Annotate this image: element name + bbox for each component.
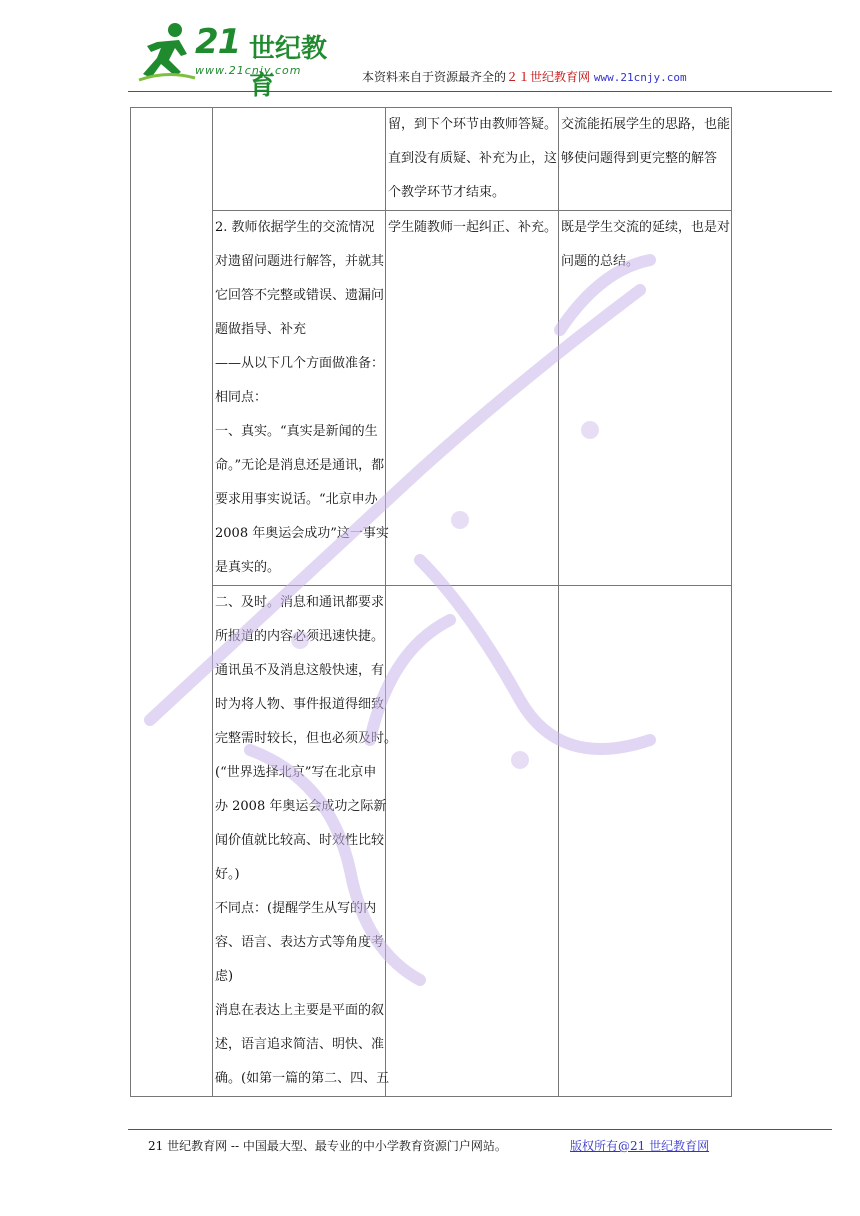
header-source-line <box>362 68 687 85</box>
footer-copyright-link[interactable]: 版权所有@21 世纪教育网 <box>570 1139 710 1153</box>
cell-text-line: 2008 年奥运会成功”这一事实 <box>215 526 389 541</box>
cell-text-line: 够使问题得到更完整的解答 <box>561 151 718 166</box>
table-cell-student-activity <box>386 108 559 211</box>
cell-text-line: 虑) <box>215 969 234 984</box>
cell-text-line: 题做指导、补充 <box>215 322 307 337</box>
table-row <box>131 108 732 211</box>
header-site-link[interactable]: ２１世纪教育网 <box>506 70 591 84</box>
site-logo[interactable] <box>137 20 337 101</box>
cell-text-line: 容、语言、表达方式等角度考 <box>215 935 385 950</box>
table-cell-teacher-activity <box>213 211 389 586</box>
table-cell-empty <box>386 586 559 1097</box>
table-cell-student-activity <box>386 211 559 586</box>
lesson-table <box>130 107 732 1097</box>
cell-text-line: (“世界选择北京”写在北京申 <box>215 765 377 780</box>
cell-text-line: 消息在表达上主要是平面的叙 <box>215 1003 385 1018</box>
cell-text-line: 时为将人物、事件报道得细致 <box>215 697 385 712</box>
cell-text-line: 交流能拓展学生的思路，也能 <box>561 117 731 132</box>
header-url-link[interactable]: www.21cnjy.com <box>593 71 687 84</box>
cell-text-line: 命。”无论是消息还是通讯，都 <box>215 458 385 473</box>
cell-text-line: 确。(如第一篇的第二、四、五 <box>215 1071 390 1086</box>
cell-text-line: 所报道的内容必须迅速快捷。 <box>215 629 385 644</box>
cell-text-line: 闻价值就比较高、时效性比较 <box>215 833 385 848</box>
cell-text-line: 要求用事实说话。“北京申办 <box>215 492 378 507</box>
cell-text-line: 2. 教师依据学生的交流情况 <box>215 220 375 235</box>
running-figure-icon <box>137 20 197 86</box>
cell-text-line: ——从以下几个方面做准备： <box>215 356 385 371</box>
cell-text-line: 留，到下个环节由教师答疑。 <box>388 117 558 132</box>
cell-text-line: 通讯虽不及消息这般快速，有 <box>215 663 385 678</box>
cell-text-line: 好。) <box>215 867 240 882</box>
cell-text-line: 直到没有质疑、补充为止，这 <box>388 151 558 166</box>
table-cell-intent <box>559 108 732 211</box>
table-row <box>131 211 732 586</box>
header-divider <box>128 91 832 92</box>
cell-text-line: 办 2008 年奥运会成功之际新 <box>215 799 387 814</box>
cell-text-line: 个教学环节才结束。 <box>388 185 506 200</box>
cell-text-line: 相同点： <box>215 390 268 405</box>
logo-21-text: 21 <box>195 22 241 62</box>
table-cell-intent <box>559 211 732 586</box>
cell-text-line: 它回答不完整或错误、遗漏问 <box>215 288 385 303</box>
footer-tagline: 21 世纪教育网 -- 中国最大型、最专业的中小学教育资源门户网站。 <box>148 1139 507 1153</box>
cell-text-line: 学生随教师一起纠正、补充。 <box>388 220 558 235</box>
cell-text-line: 是真实的。 <box>215 560 281 575</box>
cell-text-line: 问题的总结。 <box>561 254 640 269</box>
logo-url-text: www.21cnjy.com <box>195 64 302 77</box>
header-prefix: 本资料来自于资源最齐全的 <box>362 70 507 84</box>
cell-text-line: 一、真实。“真实是新闻的生 <box>215 424 378 439</box>
table-row <box>131 586 732 1097</box>
logo-title-text: 世纪教育 <box>249 34 328 101</box>
footer-divider <box>128 1129 832 1130</box>
cell-text-line: 完整需时较长，但也必须及时。 <box>215 731 398 746</box>
cell-text-line: 对遗留问题进行解答，并就其 <box>215 254 385 269</box>
table-cell-stage <box>131 108 213 1097</box>
table-cell-teacher-activity <box>213 586 398 1097</box>
cell-text-line: 既是学生交流的延续，也是对 <box>561 220 731 235</box>
cell-text-line: 述，语言追求简洁、明快、准 <box>215 1037 385 1052</box>
cell-text-line: 二、及时。消息和通讯都要求 <box>215 595 385 610</box>
cell-text-line: 不同点：(提醒学生从写的内 <box>215 901 377 916</box>
table-cell-empty <box>213 108 386 211</box>
table-cell-empty <box>559 586 732 1097</box>
